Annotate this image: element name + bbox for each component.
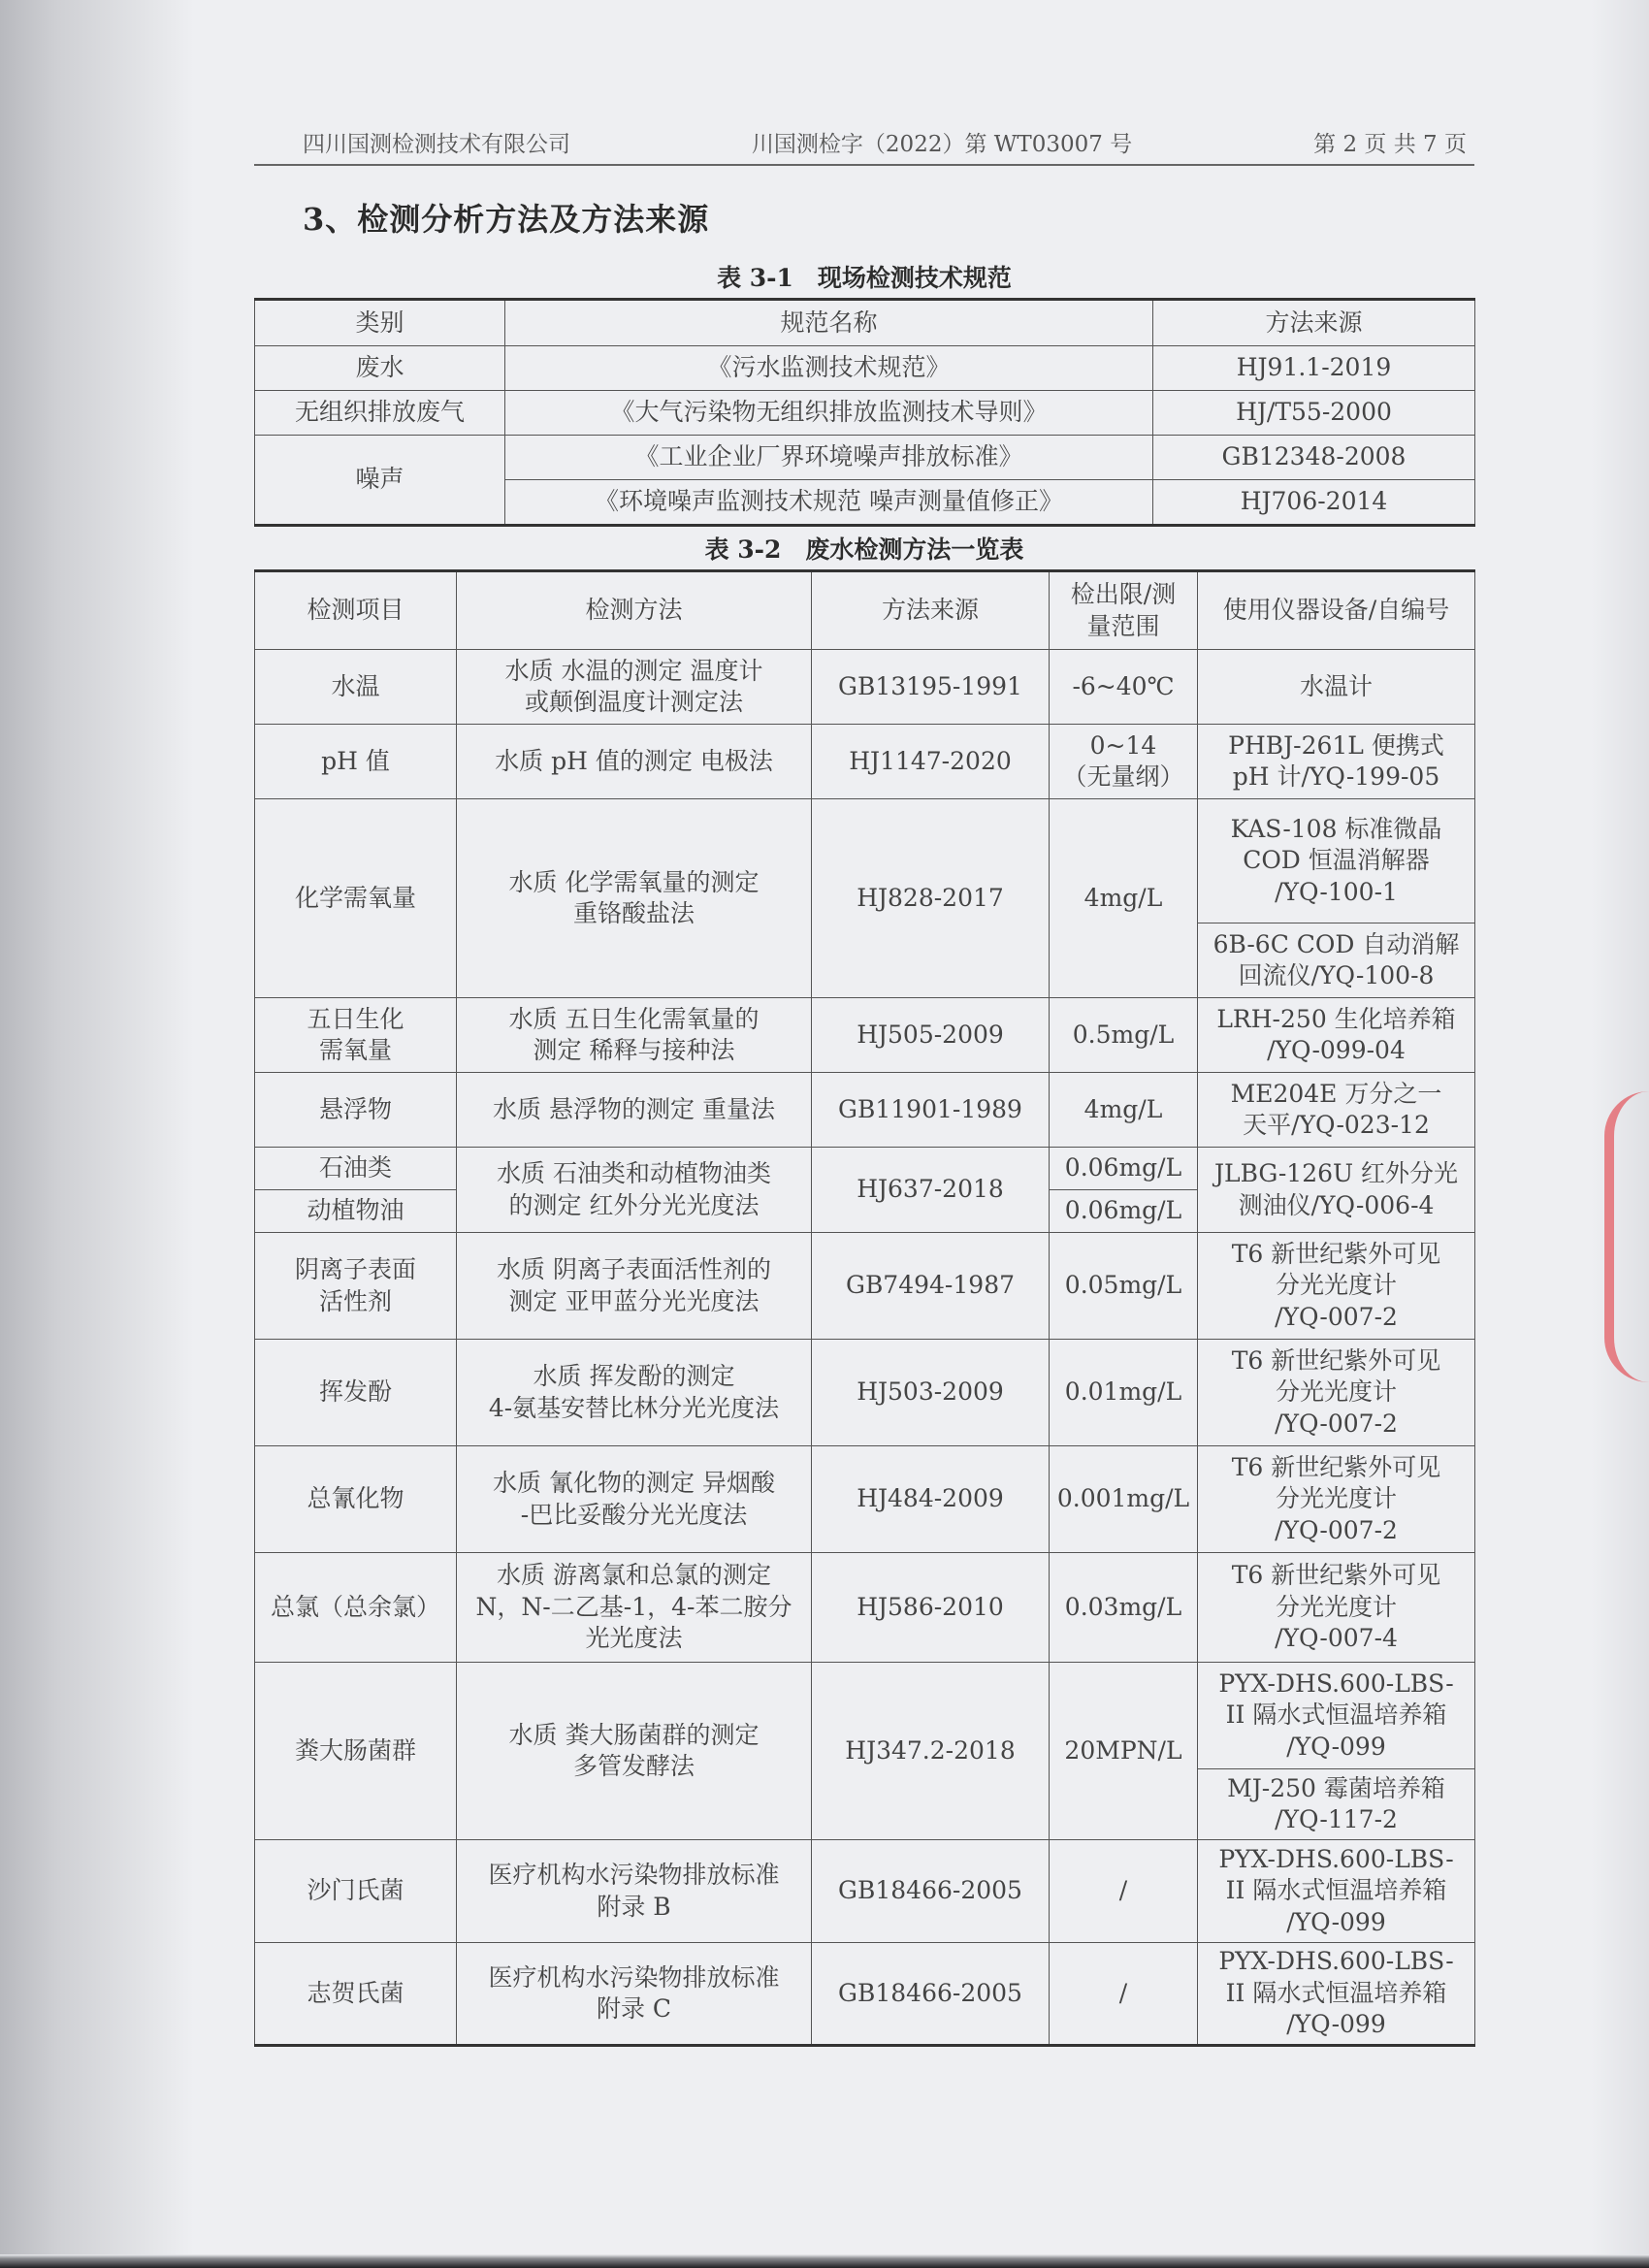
table-wastewater-methods (254, 569, 1475, 2047)
source-cell: GB11901-1989 (812, 1073, 1050, 1148)
table-row (255, 391, 1475, 436)
limit-cell: 0.06mg/L (1050, 1190, 1198, 1233)
source-cell: GB18466-2005 (812, 1840, 1050, 1943)
limit-cell: 0.06mg/L (1050, 1148, 1198, 1190)
spec-name-cell: 《污水监测技术规范》 (505, 346, 1153, 391)
header-cell: 检测项目 (255, 571, 457, 650)
table-row (255, 1943, 1475, 2046)
method-cell: 水质 阴离子表面活性剂的 测定 亚甲蓝分光光度法 (457, 1233, 812, 1340)
red-seal-stamp (1604, 1091, 1649, 1382)
source-cell: HJ828-2017 (812, 799, 1050, 998)
source-cell: HJ484-2009 (812, 1446, 1050, 1553)
table-row (255, 1663, 1475, 1769)
item-cell: 志贺氏菌 (255, 1943, 457, 2046)
method-cell: 水质 挥发酚的测定 4-氨基安替比林分光光度法 (457, 1340, 812, 1446)
table-site-spec (254, 298, 1475, 527)
instrument-cell: 6B-6C COD 自动消解 回流仪/YQ-100-8 (1198, 923, 1475, 998)
section-title: 3、检测分析方法及方法来源 (303, 201, 710, 238)
instrument-cell: T6 新世纪紫外可见 分光光度计 /YQ-007-2 (1198, 1340, 1475, 1446)
instrument-cell: KAS-108 标准微晶 COD 恒温消解器 /YQ-100-1 (1198, 799, 1475, 923)
source-cell: HJ91.1-2019 (1153, 346, 1475, 391)
method-cell: 水质 悬浮物的测定 重量法 (457, 1073, 812, 1148)
table-row (255, 346, 1475, 391)
item-cell: pH 值 (255, 725, 457, 799)
table2-caption: 表 3-2 废水检测方法一览表 (704, 535, 1024, 564)
instrument-cell: 水温计 (1198, 650, 1475, 725)
report-number: 川国测检字（2022）第 WT03007 号 (751, 132, 1133, 157)
category-cell: 无组织排放废气 (255, 391, 505, 436)
method-cell: 水质 游离氯和总氯的测定 N，N-二乙基-1，4-苯二胺分 光光度法 (457, 1553, 812, 1663)
header-cell: 方法来源 (1153, 300, 1475, 346)
limit-cell: / (1050, 1943, 1198, 2046)
instrument-cell: PYX-DHS.600-LBS- II 隔水式恒温培养箱 /YQ-099 (1198, 1943, 1475, 2046)
source-cell: HJ503-2009 (812, 1340, 1050, 1446)
header-cell: 类别 (255, 300, 505, 346)
table-row (255, 1340, 1475, 1446)
method-cell: 水质 五日生化需氧量的 测定 稀释与接种法 (457, 998, 812, 1073)
source-cell: HJ505-2009 (812, 998, 1050, 1073)
item-cell: 化学需氧量 (255, 799, 457, 998)
method-cell: 水质 石油类和动植物油类 的测定 红外分光光度法 (457, 1148, 812, 1233)
instrument-cell: PHBJ-261L 便携式 pH 计/YQ-199-05 (1198, 725, 1475, 799)
category-cell: 噪声 (255, 436, 505, 526)
company-name: 四川国测检测技术有限公司 (303, 132, 570, 157)
instrument-cell: MJ-250 霉菌培养箱 /YQ-117-2 (1198, 1769, 1475, 1840)
scan-shadow-left (0, 0, 194, 2268)
method-cell: 水质 化学需氧量的测定 重铬酸盐法 (457, 799, 812, 998)
table1-caption: 表 3-1 现场检测技术规范 (717, 264, 1012, 292)
item-cell: 总氯（总余氯） (255, 1553, 457, 1663)
method-cell: 水质 水温的测定 温度计 或颠倒温度计测定法 (457, 650, 812, 725)
instrument-cell: ME204E 万分之一 天平/YQ-023-12 (1198, 1073, 1475, 1148)
method-cell: 水质 粪大肠菌群的测定 多管发酵法 (457, 1663, 812, 1840)
instrument-cell: LRH-250 生化培养箱 /YQ-099-04 (1198, 998, 1475, 1073)
limit-cell: 0.01mg/L (1050, 1340, 1198, 1446)
method-cell: 医疗机构水污染物排放标准 附录 B (457, 1840, 812, 1943)
category-cell: 废水 (255, 346, 505, 391)
table-row (255, 725, 1475, 799)
header-cell: 检出限/测 量范围 (1050, 571, 1198, 650)
limit-cell: 0~14 （无量纲） (1050, 725, 1198, 799)
page-header (254, 126, 1474, 166)
instrument-cell: PYX-DHS.600-LBS- II 隔水式恒温培养箱 /YQ-099 (1198, 1840, 1475, 1943)
method-cell: 水质 pH 值的测定 电极法 (457, 725, 812, 799)
source-cell: HJ706-2014 (1153, 480, 1475, 526)
source-cell: HJ1147-2020 (812, 725, 1050, 799)
instrument-cell: T6 新世纪紫外可见 分光光度计 /YQ-007-2 (1198, 1233, 1475, 1340)
table-row (255, 1840, 1475, 1943)
table-row (255, 650, 1475, 725)
limit-cell: 4mg/L (1050, 799, 1198, 998)
source-cell: GB13195-1991 (812, 650, 1050, 725)
table-row (255, 1073, 1475, 1148)
limit-cell: 4mg/L (1050, 1073, 1198, 1148)
scan-bottom-edge (0, 2254, 1649, 2268)
page-number: 第 2 页 共 7 页 (1313, 132, 1467, 157)
source-cell: GB7494-1987 (812, 1233, 1050, 1340)
item-cell: 水温 (255, 650, 457, 725)
spec-name-cell: 《环境噪声监测技术规范 噪声测量值修正》 (505, 480, 1153, 526)
spec-name-cell: 《工业企业厂界环境噪声排放标准》 (505, 436, 1153, 480)
item-cell: 挥发酚 (255, 1340, 457, 1446)
item-cell: 阴离子表面 活性剂 (255, 1233, 457, 1340)
item-cell: 粪大肠菌群 (255, 1663, 457, 1840)
limit-cell: 20MPN/L (1050, 1663, 1198, 1840)
source-cell: HJ586-2010 (812, 1553, 1050, 1663)
limit-cell: 0.5mg/L (1050, 998, 1198, 1073)
limit-cell: -6~40℃ (1050, 650, 1198, 725)
instrument-cell: PYX-DHS.600-LBS- II 隔水式恒温培养箱 /YQ-099 (1198, 1663, 1475, 1769)
instrument-cell: T6 新世纪紫外可见 分光光度计 /YQ-007-4 (1198, 1553, 1475, 1663)
item-cell: 动植物油 (255, 1190, 457, 1233)
limit-cell: 0.001mg/L (1050, 1446, 1198, 1553)
method-cell: 医疗机构水污染物排放标准 附录 C (457, 1943, 812, 2046)
source-cell: HJ347.2-2018 (812, 1663, 1050, 1840)
table-row (255, 1446, 1475, 1553)
table-row (255, 998, 1475, 1073)
item-cell: 总氰化物 (255, 1446, 457, 1553)
table-row (255, 1148, 1475, 1190)
limit-cell: 0.03mg/L (1050, 1553, 1198, 1663)
item-cell: 五日生化 需氧量 (255, 998, 457, 1073)
document-page (254, 126, 1474, 2047)
table-row (255, 799, 1475, 923)
table-row (255, 1233, 1475, 1340)
header-cell: 规范名称 (505, 300, 1153, 346)
table-row (255, 1553, 1475, 1663)
source-cell: GB12348-2008 (1153, 436, 1475, 480)
item-cell: 悬浮物 (255, 1073, 457, 1148)
instrument-cell: JLBG-126U 红外分光 测油仪/YQ-006-4 (1198, 1148, 1475, 1233)
header-cell: 检测方法 (457, 571, 812, 650)
instrument-cell: T6 新世纪紫外可见 分光光度计 /YQ-007-2 (1198, 1446, 1475, 1553)
spec-name-cell: 《大气污染物无组织排放监测技术导则》 (505, 391, 1153, 436)
source-cell: HJ/T55-2000 (1153, 391, 1475, 436)
limit-cell: 0.05mg/L (1050, 1233, 1198, 1340)
source-cell: GB18466-2005 (812, 1943, 1050, 2046)
item-cell: 石油类 (255, 1148, 457, 1190)
table-header-row (255, 300, 1475, 346)
header-cell: 方法来源 (812, 571, 1050, 650)
item-cell: 沙门氏菌 (255, 1840, 457, 1943)
limit-cell: / (1050, 1840, 1198, 1943)
method-cell: 水质 氰化物的测定 异烟酸 -巴比妥酸分光光度法 (457, 1446, 812, 1553)
table-header-row (255, 571, 1475, 650)
source-cell: HJ637-2018 (812, 1148, 1050, 1233)
table-row (255, 436, 1475, 480)
header-cell: 使用仪器设备/自编号 (1198, 571, 1475, 650)
